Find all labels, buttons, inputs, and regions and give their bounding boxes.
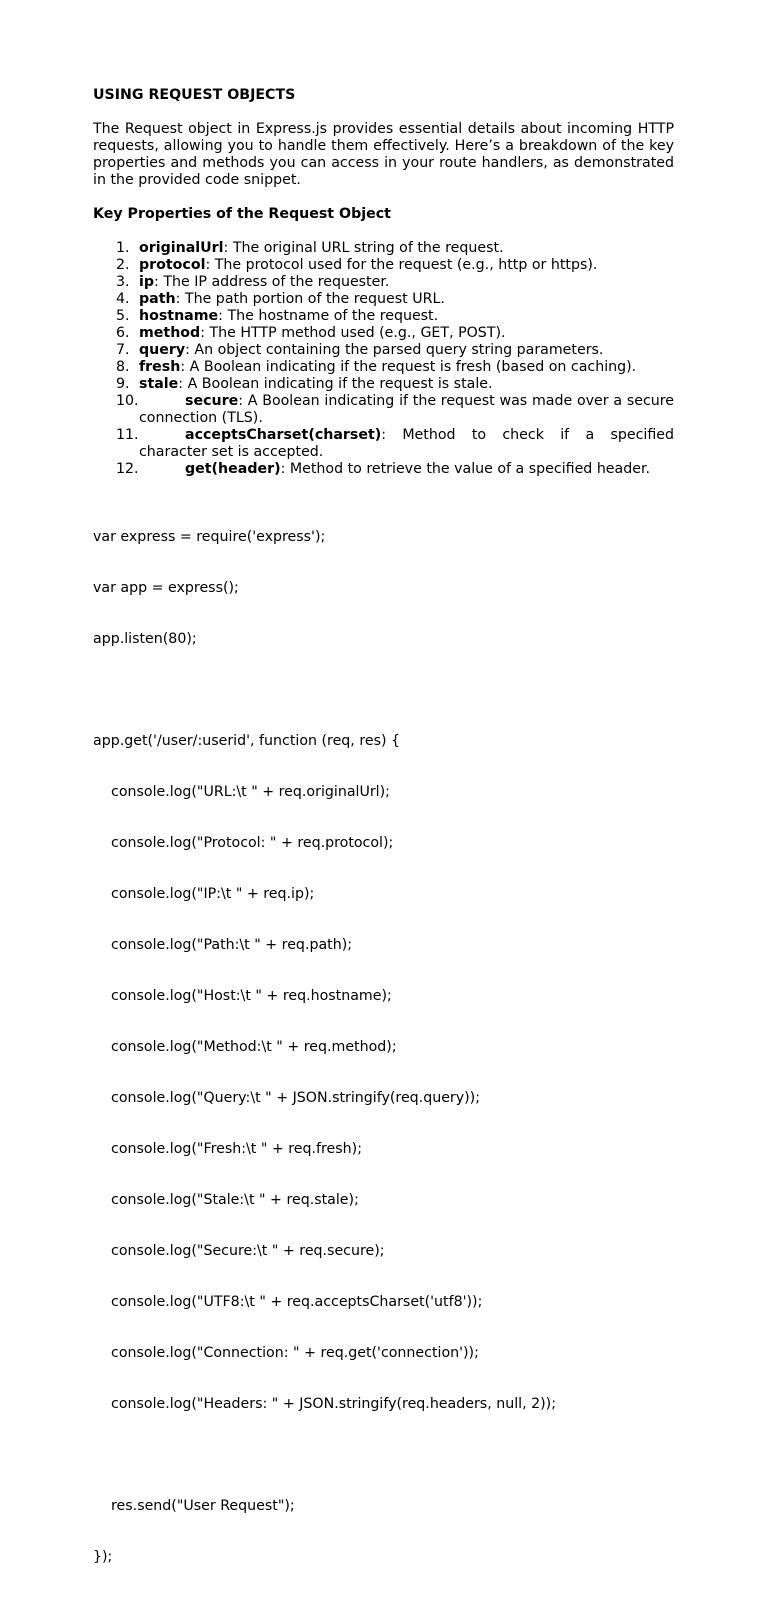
code-line: console.log("Secure:\t " + req.secure); (93, 1243, 385, 1259)
code-line: app.get('/user/:userid', function (req, res) { (93, 733, 401, 749)
code-line: console.log("Connection: " + req.get('connection')); (93, 1345, 479, 1361)
code-line: console.log("Method:\t " + req.method); (93, 1039, 397, 1055)
list-item: 11. acceptsCharset(charset): Method to check if a specified character set is accepted. (116, 427, 674, 460)
code-line: var express = require('express'); (93, 529, 326, 545)
code-line: console.log("UTF8:\t " + req.acceptsCharset('utf8')); (93, 1294, 483, 1310)
code-blank-line (93, 1447, 674, 1464)
code-line: var app = express(); (93, 580, 239, 596)
code-line: console.log("URL:\t " + req.originalUrl); (93, 784, 390, 800)
list-item: 6. method: The HTTP method used (e.g., GET, POST). (116, 325, 506, 341)
code-line: console.log("Path:\t " + req.path); (93, 937, 353, 953)
code-line: console.log("Query:\t " + JSON.stringify(req.query)); (93, 1090, 480, 1106)
code-blank-line (93, 682, 674, 699)
list-item: 3. ip: The IP address of the requester. (116, 274, 390, 290)
list-item: 8. fresh: A Boolean indicating if the request is fresh (based on caching). (116, 359, 637, 375)
list-item: 7. query: An object containing the parsed query string parameters. (116, 342, 604, 358)
list-item: 4. path: The path portion of the request URL. (116, 291, 445, 307)
code-line: console.log("Fresh:\t " + req.fresh); (93, 1141, 362, 1157)
list-item: 12. get(header): Method to retrieve the value of a specified header. (116, 461, 651, 477)
code-line: app.listen(80); (93, 631, 197, 647)
code-line: console.log("IP:\t " + req.ip); (93, 886, 315, 902)
code-line: }); (93, 1549, 113, 1565)
code-line: console.log("Headers: " + JSON.stringify(req.headers, null, 2)); (93, 1396, 556, 1412)
list-item: 1. originalUrl: The original URL string of the request. (116, 240, 504, 256)
list-item: 10. secure: A Boolean indicating if the request was made over a secure connection (TLS). (116, 393, 674, 426)
properties-list (93, 240, 674, 478)
code-snippet (93, 495, 674, 1600)
list-item: 5. hostname: The hostname of the request. (116, 308, 439, 324)
code-line: console.log("Stale:\t " + req.stale); (93, 1192, 359, 1208)
document-page (93, 87, 674, 1600)
code-line: res.send("User Request"); (93, 1498, 295, 1514)
code-line: console.log("Protocol: " + req.protocol); (93, 835, 394, 851)
list-item: 2. protocol: The protocol used for the request (e.g., http or https). (116, 257, 598, 273)
intro-paragraph: The Request object in Express.js provides essential details about incoming HTTP requests, allowing you to handle them effectively. Here’s a breakdown of the key properties and methods you can access in your route handlers, as demonstrated in the provided code snippet. (93, 121, 674, 188)
section-heading: Key Properties of the Request Object (93, 206, 391, 222)
code-line: console.log("Host:\t " + req.hostname); (93, 988, 392, 1004)
document-title: USING REQUEST OBJECTS (93, 87, 296, 103)
list-item: 9. stale: A Boolean indicating if the request is stale. (116, 376, 493, 392)
